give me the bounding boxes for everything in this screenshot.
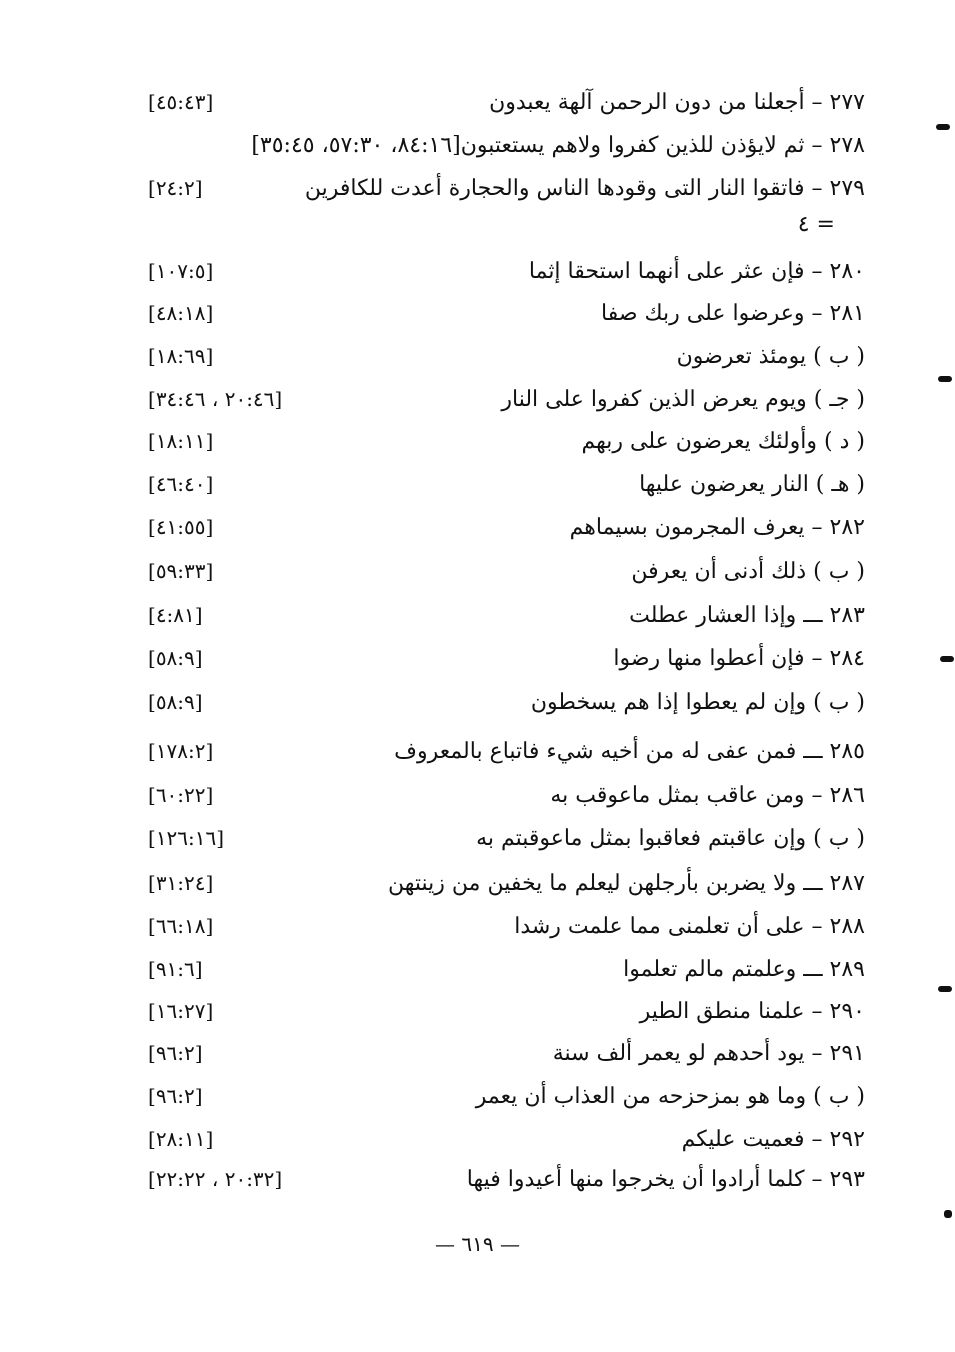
entry-reference: [٩٦:٢]: [148, 1084, 203, 1108]
entry-reference: [٤١:٥٥]: [148, 515, 214, 539]
entry-text: ٢٨٥ ـــ فمن عفى له من أخيه شيء فاتباع بالمعروف: [394, 739, 865, 764]
entry-reference: [١٧٨:٢]: [148, 739, 214, 763]
entry-reference: [٣١:٢٤]: [148, 871, 214, 895]
entry-reference: [١٨:١١]: [148, 429, 214, 453]
entry-reference: [٥٨:٩]: [148, 646, 203, 670]
entry-283: [140, 597, 865, 637]
entry-reference: [٩٦:٢]: [148, 1041, 203, 1065]
entry-289: [140, 951, 865, 991]
entry-text: ٢٨٤ – فإن أعطوا منها رضوا: [613, 646, 865, 671]
entry-text: ٢٩٠ – علمنا منطق الطير: [639, 999, 865, 1024]
entry-reference: [٤:٨١]: [148, 603, 203, 627]
continuation-text: = ٤: [797, 212, 835, 237]
continuation-line: [140, 212, 865, 242]
entry-reference: [٢٠:٣٢ ، ٢٢:٢٢]: [148, 1167, 283, 1191]
entry-text: ٢٩٢ – فعميت عليكم: [681, 1127, 865, 1152]
entry-text: ٢٧٨ – ثم لايؤذن للذين كفروا ولاهم يستعتبون[٨٤:١٦، ٥٧:٣٠، ٣٥:٤٥]: [251, 133, 865, 158]
entry-text: ٢٧٧ – أجعلنا من دون الرحمن آلهة يعبدون: [489, 90, 865, 115]
entry-text: ٢٩١ – يود أحدهم لو يعمر ألف سنة: [552, 1041, 865, 1066]
entry-282-b: [140, 553, 865, 593]
entry-reference: [٢٤:٢]: [148, 176, 203, 200]
entry-284: [140, 640, 865, 680]
entry-text: ٢٨٣ ـــ وإذا العشار عطلت: [629, 603, 865, 628]
entry-reference: [٥٨:٩]: [148, 690, 203, 714]
entry-text: ( ب ) وإن لم يعطوا إذا هم يسخطون: [530, 690, 865, 715]
entry-284-b: [140, 684, 865, 724]
entry-reference: [٤٥:٤٣]: [148, 90, 214, 114]
entry-text: ٢٧٩ – فاتقوا النار التى وقودها الناس والحجارة أعدت للكافرين: [304, 176, 865, 201]
entry-reference: [٦٦:١٨]: [148, 914, 214, 938]
entry-reference: [٩١:٦]: [148, 957, 203, 981]
scan-mark: [938, 986, 952, 992]
entry-text: ( ب ) وما هو بمزحزحه من العذاب أن يعمر: [475, 1084, 865, 1109]
entry-280: [140, 253, 865, 293]
entry-290: [140, 993, 865, 1033]
entry-287: [140, 865, 865, 905]
entry-text: ٢٨٩ ـــ وعلمتم مالم تعلموا: [623, 957, 865, 982]
scan-mark: [936, 124, 950, 130]
scan-mark: [940, 656, 954, 662]
entry-291-b: [140, 1078, 865, 1118]
entry-286: [140, 777, 865, 817]
entry-text: ٢٩٣ – كلما أرادوا أن يخرجوا منها أعيدوا فيها: [466, 1167, 865, 1192]
entry-reference: [١٢٦:١٦]: [148, 826, 225, 850]
entry-text: ( د ) وأولئك يعرضون على ربهم: [581, 429, 865, 454]
entry-293: [140, 1161, 865, 1201]
entry-reference: [٤٦:٤٠]: [148, 472, 214, 496]
entry-281-c: [140, 381, 865, 421]
entry-reference: [١٦:٢٧]: [148, 999, 214, 1023]
entry-288: [140, 908, 865, 948]
entry-278: [140, 127, 865, 167]
entry-286-b: [140, 820, 865, 860]
entry-text: ( جـ ) ويوم يعرض الذين كفروا على النار: [501, 387, 865, 412]
entry-reference: [٤٨:١٨]: [148, 301, 214, 325]
entry-reference: [٢٨:١١]: [148, 1127, 214, 1151]
entry-text: ٢٨٦ – ومن عاقب بمثل ماعوقب به: [550, 783, 865, 808]
entry-277: [140, 84, 865, 124]
entry-279: [140, 170, 865, 210]
entry-text: ٢٨٧ ـــ ولا يضربن بأرجلهن ليعلم ما يخفين من زينتهن: [388, 871, 865, 896]
scan-mark: [938, 376, 952, 382]
entry-reference: [١٨:٦٩]: [148, 344, 214, 368]
page-number: — ٦١٩ —: [435, 1232, 520, 1256]
entry-text: ( ب ) ذلك أدنى أن يعرفن: [631, 559, 865, 584]
entry-282: [140, 509, 865, 549]
entry-text: ( هـ ) النار يعرضون عليها: [639, 472, 865, 497]
entry-281-e: [140, 466, 865, 506]
entry-281-b: [140, 338, 865, 378]
entry-text: ٢٨٨ – على أن تعلمنى مما علمت رشدا: [514, 914, 865, 939]
entry-text: ٢٨٠ – فإن عثر على أنهما استحقا إثما: [528, 259, 865, 284]
scan-mark: [944, 1210, 952, 1218]
entry-281: [140, 295, 865, 335]
entry-reference: [٢٠:٤٦ ، ٣٤:٤٦]: [148, 387, 283, 411]
entry-text: ٢٨١ – وعرضوا على ربك صفا: [600, 301, 865, 326]
entry-text: ٢٨٢ – يعرف المجرمون بسيماهم: [569, 515, 865, 540]
entry-291: [140, 1035, 865, 1075]
entry-reference: [٥٩:٣٣]: [148, 559, 214, 583]
entry-text: ( ب ) يومئذ تعرضون: [676, 344, 865, 369]
entry-281-d: [140, 423, 865, 463]
entry-reference: [١٠٧:٥]: [148, 259, 214, 283]
entry-text: ( ب ) وإن عاقبتم فعاقبوا بمثل ماعوقبتم به: [476, 826, 865, 851]
entry-292: [140, 1121, 865, 1161]
entry-reference: [٦٠:٢٢]: [148, 783, 214, 807]
entry-285: [140, 733, 865, 773]
